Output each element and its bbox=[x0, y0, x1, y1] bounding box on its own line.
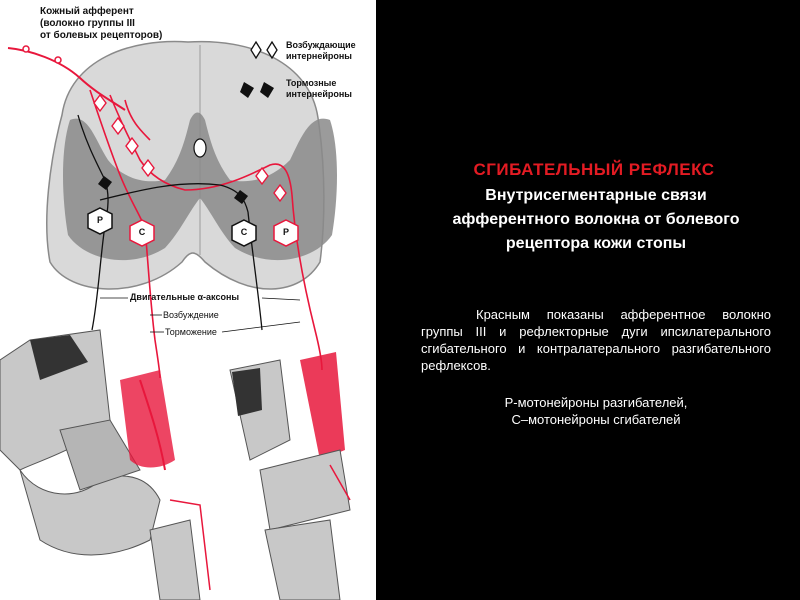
legend-inhibitory-label bbox=[286, 78, 352, 100]
slide-title: СГИБАТЕЛЬНЫЙ РЕФЛЕКС bbox=[473, 160, 715, 179]
right-leg bbox=[230, 352, 350, 600]
afferent-label-line-2: (волокно группы III bbox=[40, 18, 135, 29]
motoneuron-left-p-label: P bbox=[96, 215, 103, 225]
central-canal bbox=[194, 139, 206, 157]
motoneuron-right-p-label: P bbox=[282, 227, 289, 237]
legend-excitatory-label bbox=[286, 40, 356, 62]
inhibition-label: Торможение bbox=[165, 327, 217, 337]
body-text: Красным показаны афферентное волокно группы III и рефлекторные дуги ипсилатерального сгибательного и контралатерального разгибательного рефлексов. bbox=[421, 307, 771, 373]
afferent-label-line-3: от болевых рецепторов) bbox=[40, 30, 163, 41]
legend-excitatory-line-2: интернейроны bbox=[286, 51, 352, 61]
legend-c-line: С–мотонейроны сгибателей bbox=[511, 412, 681, 427]
legend-excitatory-line-1: Возбуждающие bbox=[286, 40, 356, 50]
text-panel bbox=[376, 0, 800, 600]
afferent-label bbox=[40, 6, 162, 42]
motoneuron-right-c-label: C bbox=[240, 227, 248, 237]
left-leg bbox=[0, 330, 210, 600]
motoneuron-legend bbox=[421, 394, 771, 428]
motor-axons-label: Двигательные α-аксоны bbox=[130, 292, 240, 302]
afferent-label-line-1: Кожный афферент bbox=[40, 6, 134, 17]
reflex-diagram bbox=[0, 0, 376, 600]
excitation-label: Возбуждение bbox=[163, 310, 219, 320]
legend-inhibitory-line-1: Тормозные bbox=[286, 78, 337, 88]
legend-p-line: Р-мотонейроны разгибателей, bbox=[504, 395, 688, 410]
motoneuron-left-c-label: C bbox=[138, 227, 146, 237]
slide-subtitle: Внутрисегментарные связи афферентного волокна от болевого рецептора кожи стопы bbox=[452, 187, 740, 252]
fiber-node bbox=[23, 46, 29, 52]
body-paragraph bbox=[421, 306, 771, 374]
fiber-node bbox=[55, 57, 61, 63]
legend-inhibitory-line-2: интернейроны bbox=[286, 89, 352, 99]
